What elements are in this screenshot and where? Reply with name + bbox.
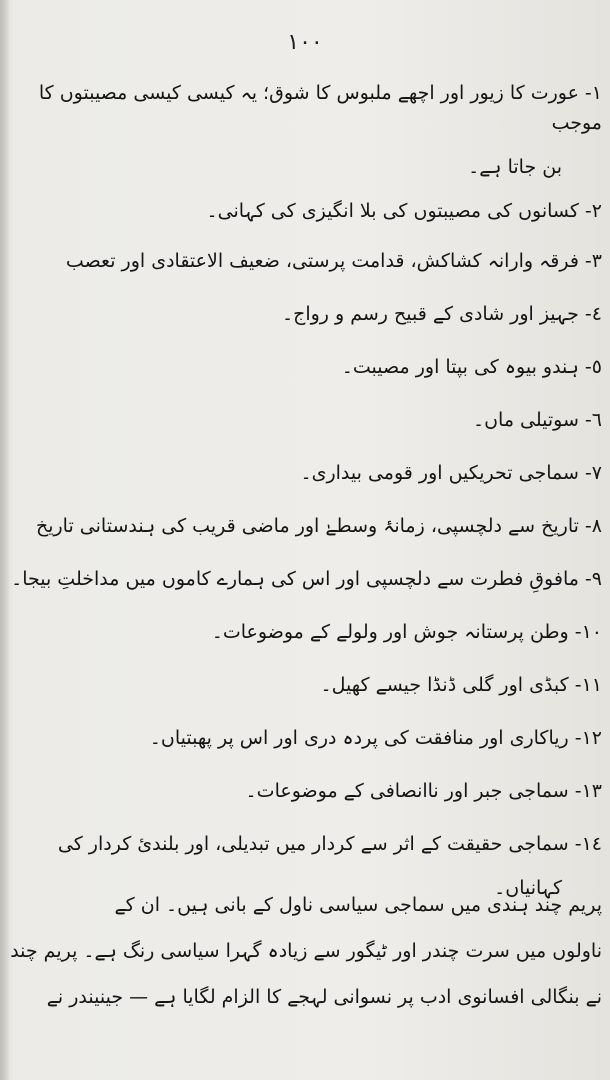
list-item-number: ١٢- [574, 727, 602, 749]
list-item-text: وطن پرستانہ جوش اور ولولے کے موضوعات۔ [211, 621, 569, 643]
list-item-9 [6, 564, 602, 594]
list-item-number: ١- [584, 82, 602, 104]
list-item-4 [6, 299, 602, 329]
list-item-5 [6, 352, 602, 382]
list-item-number: ٣- [584, 250, 602, 272]
list-item-text: مافوقِ فطرت سے دلچسپی اور اس کی ہمارے کاموں میں مداخلتِ بیجا۔ [11, 568, 579, 590]
list-item-text: فرقہ وارانہ کشاکش، قدامت پرستی، ضعیف الاعتقادی اور تعصب [65, 250, 579, 272]
list-item-text: ہندو بیوہ کی بپتا اور مصیبت۔ [341, 356, 579, 378]
list-item-number: ٤- [584, 303, 602, 325]
body-paragraph [6, 882, 602, 1020]
list-item-text: سوتیلی ماں۔ [472, 409, 579, 431]
list-item-12 [6, 723, 602, 753]
list-item-text: سماجی حقیقت کے اثر سے کردار میں تبدیلی، اور بلندیٔ کردار کی [57, 833, 569, 855]
list-item-10 [6, 617, 602, 647]
list-item-text: عورت کا زیور اور اچھے ملبوس کا شوق؛ یہ کیسی کیسی مصیبتوں کا موجب [38, 82, 602, 134]
list-item-text: جہیز اور شادی کے قبیح رسم و رواج۔ [281, 303, 579, 325]
list-item-text: سماجی تحریکیں اور قومی بیداری۔ [300, 462, 579, 484]
list-item-number: ٥- [584, 356, 602, 378]
list-item-number: ٨- [584, 515, 602, 537]
list-item-number: ٦- [584, 409, 602, 431]
list-item-7 [6, 458, 602, 488]
paragraph-line-3: نے بنگالی افسانوی ادب پر نسوانی لہجے کا الزام لگایا ہے — جینیندر نے [46, 986, 602, 1008]
list-item-8 [6, 511, 602, 541]
list-item-text: کسانوں کی مصیبتوں کی بلا انگیزی کی کہانی۔ [206, 200, 579, 222]
list-item-11 [6, 670, 602, 700]
list-item-text: ریاکاری اور منافقت کی پردہ دری اور اس پر پھبتیاں۔ [149, 727, 569, 749]
list-item-text: تاریخ سے دلچسپی، زمانۂ وسطےٰ اور ماضی قریب کی ہندستانی تاریخ [35, 515, 579, 537]
list-item-text: کبڈی اور گلی ڈنڈا جیسے کھیل۔ [320, 674, 569, 696]
list-item-number: ١٠- [574, 621, 602, 643]
list-item-text: سماجی جبر اور ناانصافی کے موضوعات۔ [245, 780, 569, 802]
paragraph-line-2: ناولوں میں سرت چندر اور ٹیگور سے زیادہ گہرا سیاسی رنگ ہے۔ پریم چند [10, 940, 602, 962]
paragraph-line-1: پریم چند ہندی میں سماجی سیاسی ناول کے بانی ہیں۔ ان کے [114, 894, 602, 916]
list-item-continuation: کہانیاں۔ [494, 877, 562, 899]
list-item-number: ١٤- [574, 833, 602, 855]
list-item-13 [6, 776, 602, 806]
list-item-6 [6, 405, 602, 435]
list-item-number: ٩- [584, 568, 602, 590]
list-item-number: ٢- [584, 200, 602, 222]
page-number: ١٠٠ [287, 30, 323, 55]
list-item-number: ٧- [584, 462, 602, 484]
list-item-number: ١٣- [574, 780, 602, 802]
list-item-number: ١١- [574, 674, 602, 696]
list-item-1 [6, 78, 602, 182]
list-item-continuation: بن جاتا ہے۔ [468, 156, 562, 178]
themes-list [6, 78, 602, 903]
list-item-3 [6, 246, 602, 276]
list-item-2 [6, 196, 602, 226]
